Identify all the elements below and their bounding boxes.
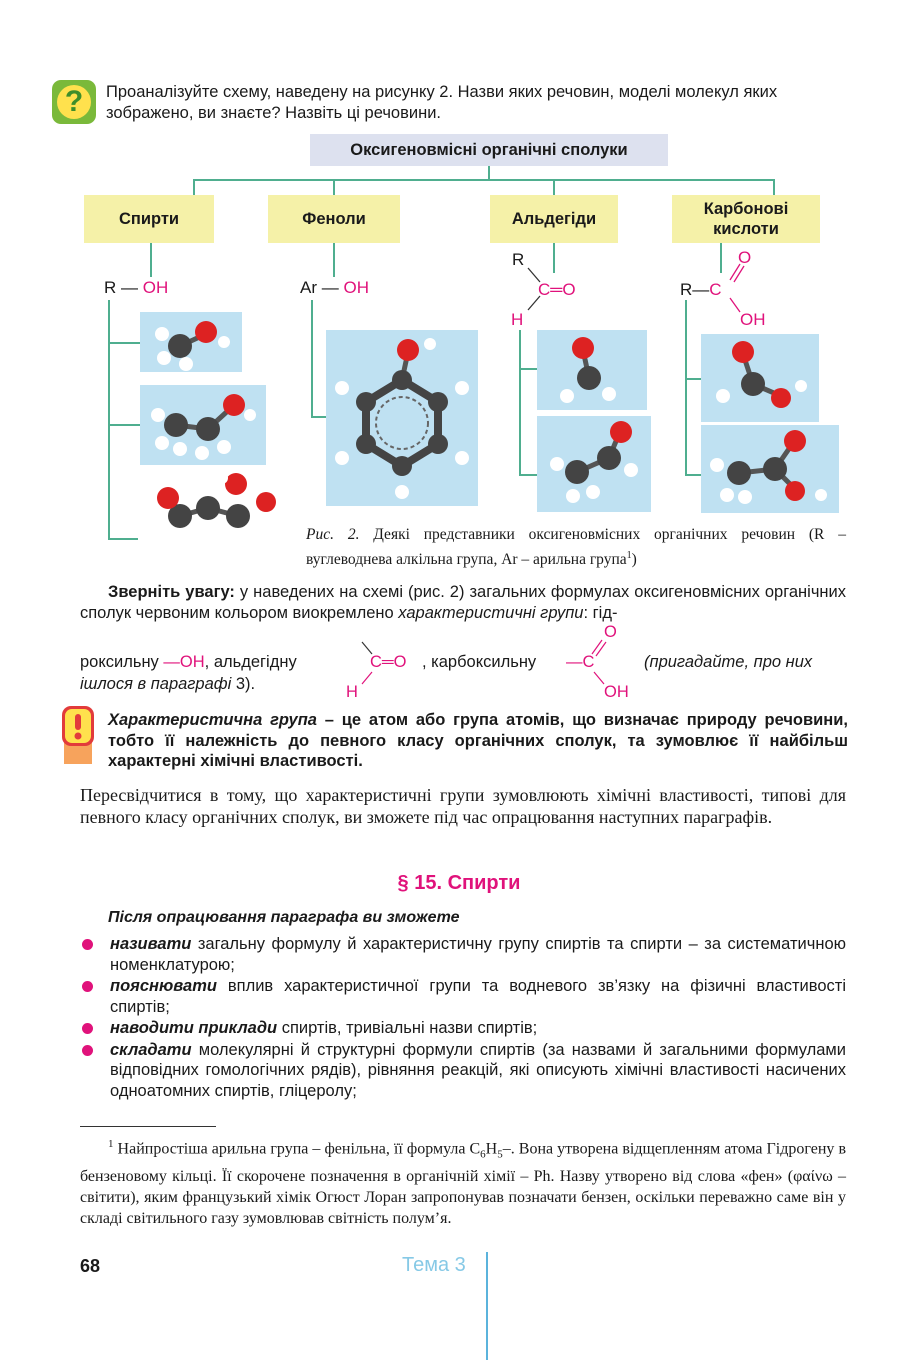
methanol-model <box>140 312 242 372</box>
acid-formula: R—C <box>680 280 722 299</box>
objectives-heading: Після опрацювання параграфа ви зможете <box>108 909 460 926</box>
connector-line <box>193 179 195 195</box>
tree-line <box>685 378 701 380</box>
definition-text: Характеристична група – це атом або група атомів, що визначає природу речовини, тобто її належність до певного класу органічних сполук, та зумовлює її найбільш характерні хімічні властивості. <box>108 711 848 770</box>
connector-line <box>553 179 555 195</box>
attention-line3: ішлося в параграфі 3). <box>80 675 256 693</box>
connector-line <box>553 243 555 273</box>
tree-line <box>108 342 140 344</box>
tree-line <box>685 474 701 476</box>
attention-line2-mid: , карбоксильну <box>422 653 537 671</box>
tree-line <box>108 424 140 426</box>
alcohol-formula <box>104 278 168 298</box>
attention-remind: (пригадайте, про них <box>644 653 813 671</box>
inline-aldehyde-group: C═O <box>370 653 407 671</box>
tree-line <box>519 330 521 476</box>
ar-group: Ar <box>300 278 317 297</box>
exclamation-icon <box>62 706 94 766</box>
body-paragraph: Пересвідчитися в тому, що характеристичні групи зумовлюють хімічні властивості, типові для певного класу органічних сполук, ви зможете під час опрацювання наступних параграфів. <box>80 785 846 827</box>
r-group: R <box>104 278 117 297</box>
connector-line <box>150 243 152 277</box>
list-item: складати молекулярні й структурні формули спиртів (за назвами й загальними формулами відповідних гомологічних рядів), рівняння реакцій, які описують хімічні властивості насичених одноатомних спиртів, гліцеролу; <box>80 1040 846 1102</box>
formaldehyde-model <box>537 330 647 410</box>
attention-paragraph: Зверніть увагу: у наведених на схемі (рис. 2) загальних формулах оксигеновмісних органічних сполук червоним кольором виокремлено характеристичні групи: гід- <box>80 583 846 622</box>
formic-acid-model <box>701 334 819 422</box>
aldehyde-r: R <box>512 250 525 269</box>
bullet-icon <box>82 939 93 950</box>
bullet-icon <box>82 1023 93 1034</box>
glycerol-model <box>138 468 276 554</box>
class-carboxylic-acids: Карбонові кислоти <box>672 195 820 243</box>
tree-line <box>311 416 327 418</box>
objectives-list <box>80 934 846 1102</box>
inline-carboxyl-group: —C <box>566 653 595 671</box>
class-alcohols: Спирти <box>84 195 214 243</box>
footnote-rule <box>80 1126 216 1127</box>
connector-line <box>720 243 722 273</box>
acetaldehyde-model <box>537 416 651 512</box>
question-icon: ? <box>52 80 96 124</box>
topic-label: Тема 3 <box>402 1254 466 1276</box>
inline-carboxyl-o: O <box>604 623 617 641</box>
inline-carboxyl-oh: OH <box>604 683 629 701</box>
ethanol-model <box>140 385 266 465</box>
footer-divider <box>486 1252 488 1360</box>
connector-line <box>773 179 775 195</box>
tree-line <box>311 300 313 418</box>
tree-line <box>519 368 537 370</box>
acid-o: O <box>738 248 752 267</box>
class-phenols: Феноли <box>268 195 400 243</box>
tree-line <box>108 538 140 540</box>
tree-line <box>108 300 110 540</box>
aldehyde-h: H <box>511 310 524 329</box>
inline-aldehyde-h: H <box>346 683 358 701</box>
acid-oh: OH <box>740 310 766 329</box>
phenol-model <box>326 330 478 506</box>
hydroxyl-group: OH <box>142 278 169 297</box>
list-item: пояснювати вплив характеристичної групи та водневого зв’язку на фізичні властивості спиртів; <box>80 976 846 1017</box>
page-number: 68 <box>80 1256 101 1276</box>
acetic-acid-model <box>701 425 839 513</box>
bullet-icon <box>82 981 93 992</box>
connector-line <box>193 179 775 181</box>
scheme-root: Оксигеновмісні органічні сполуки <box>310 134 668 166</box>
caption-label: Рис. 2. <box>306 526 360 543</box>
tree-line <box>519 474 537 476</box>
connector-line <box>488 166 490 180</box>
phenol-formula <box>300 278 369 298</box>
list-item: наводити приклади спиртів, тривіальні назви спиртів; <box>80 1018 846 1039</box>
connector-line <box>333 243 335 277</box>
section-title: § 15. Спирти <box>397 872 521 894</box>
class-aldehydes: Альдегіди <box>490 195 618 243</box>
bond: — <box>321 278 339 297</box>
attention-line2-start: роксильну —OH, альдегідну <box>80 653 297 671</box>
footnote: $^1$ Найпростіша арильна група – фенільна, її формула $C_6H_5-$. Вона утворена відщепленням атома Гідрогену в бензеновому кільці. Її скорочене позначення в органічній хімії – Ph. Назву утворено від слова «фен» (φαίνω – світити), яким французький хімік Огюст Лоран запропонував позначати бензен, оскільки переважно саме він у складі світильного газу зумовлював світність полум’я. <box>80 1138 846 1227</box>
intro-text: Проаналізуйте схему, наведену на рисунку 2. Назви яких речовин, моделі молекул яких зображено, ви знаєте? Назвіть ці речовини. <box>106 83 778 122</box>
tree-line <box>685 300 687 476</box>
hydroxyl-group: OH <box>343 278 369 297</box>
aldehyde-group: C═O <box>538 280 576 299</box>
figure-caption: Рис. 2. Деякі представники оксигеновмісних органічних речовин (R – вуглеводнева алкільна група, Ar – арильна група$^1$) <box>306 526 846 569</box>
connector-line <box>333 179 335 195</box>
bullet-icon <box>82 1045 93 1056</box>
list-item: називати загальну формулу й характеристичну групу спиртів та спирти – за систематичною номенклатурою; <box>80 934 846 975</box>
bond: — <box>121 278 139 297</box>
